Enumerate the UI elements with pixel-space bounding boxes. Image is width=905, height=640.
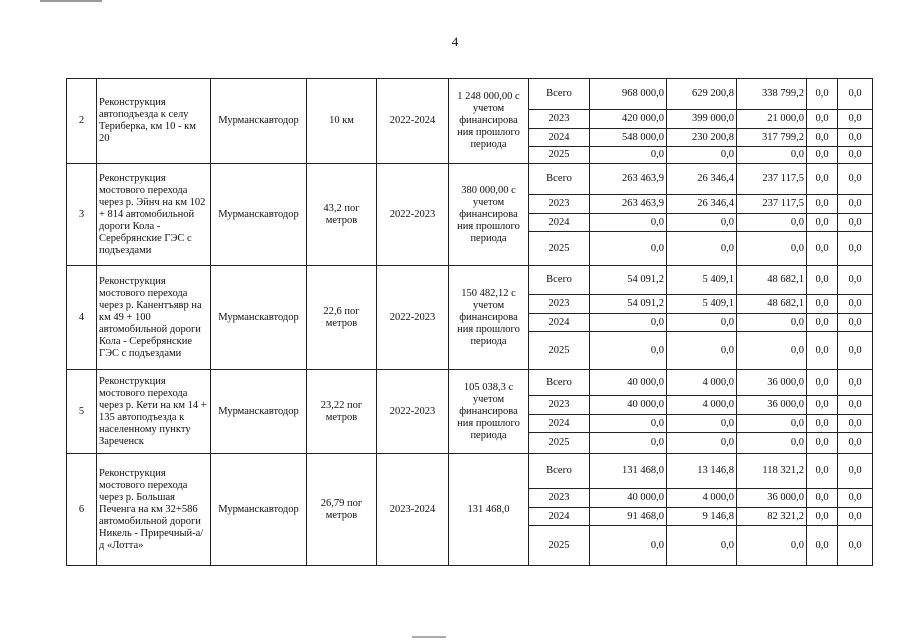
funding-value-v1: 131 468,0 xyxy=(590,454,667,489)
customer-org: Мурманскавтодор xyxy=(211,266,307,370)
funding-value-v3: 0,0 xyxy=(737,415,807,433)
year-label: 2025 xyxy=(529,332,590,370)
funding-value-v2: 26 346,4 xyxy=(667,195,737,214)
estimated-cost: 380 000,00 с учетом финансирова ния прошлого периода xyxy=(449,164,529,266)
funding-value-v3: 48 682,1 xyxy=(737,266,807,295)
estimated-cost: 150 482,12 с учетом финансирова ния прошлого периода xyxy=(449,266,529,370)
row-number: 5 xyxy=(67,370,97,454)
funding-value-v2: 0,0 xyxy=(667,415,737,433)
table-row xyxy=(67,370,873,396)
capacity: 43,2 пог метров xyxy=(307,164,377,266)
year-label: 2023 xyxy=(529,195,590,214)
funding-value-v5: 0,0 xyxy=(838,266,873,295)
construction-period: 2023-2024 xyxy=(377,454,449,566)
funding-value-v1: 0,0 xyxy=(590,332,667,370)
funding-value-v4: 0,0 xyxy=(807,508,838,526)
funding-value-v5: 0,0 xyxy=(838,454,873,489)
funding-value-v5: 0,0 xyxy=(838,214,873,232)
funding-value-v1: 54 091,2 xyxy=(590,266,667,295)
funding-value-v2: 0,0 xyxy=(667,232,737,266)
funding-value-v2: 0,0 xyxy=(667,526,737,566)
funding-value-v2: 399 000,0 xyxy=(667,110,737,129)
funding-value-v4: 0,0 xyxy=(807,79,838,110)
construction-period: 2022-2024 xyxy=(377,79,449,164)
funding-value-v4: 0,0 xyxy=(807,214,838,232)
funding-value-v3: 36 000,0 xyxy=(737,396,807,415)
funding-value-v2: 629 200,8 xyxy=(667,79,737,110)
funding-value-v3: 0,0 xyxy=(737,214,807,232)
funding-value-v3: 118 321,2 xyxy=(737,454,807,489)
estimated-cost: 1 248 000,00 с учетом финансирова ния прошлого периода xyxy=(449,79,529,164)
year-label: Всего xyxy=(529,370,590,396)
row-number: 2 xyxy=(67,79,97,164)
year-label: 2023 xyxy=(529,396,590,415)
year-label: Всего xyxy=(529,79,590,110)
funding-value-v3: 237 117,5 xyxy=(737,164,807,195)
funding-value-v5: 0,0 xyxy=(838,433,873,454)
funding-value-v2: 13 146,8 xyxy=(667,454,737,489)
year-label: 2025 xyxy=(529,433,590,454)
funding-value-v5: 0,0 xyxy=(838,396,873,415)
funding-value-v4: 0,0 xyxy=(807,370,838,396)
funding-value-v4: 0,0 xyxy=(807,433,838,454)
funding-value-v5: 0,0 xyxy=(838,147,873,164)
funding-value-v5: 0,0 xyxy=(838,415,873,433)
funding-value-v3: 0,0 xyxy=(737,232,807,266)
funding-value-v5: 0,0 xyxy=(838,489,873,508)
funding-value-v3: 36 000,0 xyxy=(737,489,807,508)
funding-value-v4: 0,0 xyxy=(807,415,838,433)
table-row xyxy=(67,454,873,489)
customer-org: Мурманскавтодор xyxy=(211,164,307,266)
funding-value-v4: 0,0 xyxy=(807,147,838,164)
funding-value-v2: 9 146,8 xyxy=(667,508,737,526)
funding-value-v4: 0,0 xyxy=(807,454,838,489)
funding-value-v2: 26 346,4 xyxy=(667,164,737,195)
funding-value-v3: 0,0 xyxy=(737,433,807,454)
funding-value-v2: 5 409,1 xyxy=(667,266,737,295)
funding-value-v3: 237 117,5 xyxy=(737,195,807,214)
funding-value-v5: 0,0 xyxy=(838,129,873,147)
year-label: 2024 xyxy=(529,129,590,147)
funding-value-v1: 0,0 xyxy=(590,415,667,433)
year-label: 2024 xyxy=(529,314,590,332)
funding-value-v1: 0,0 xyxy=(590,526,667,566)
table-row xyxy=(67,164,873,195)
row-number: 4 xyxy=(67,266,97,370)
funding-value-v2: 5 409,1 xyxy=(667,295,737,314)
funding-value-v2: 0,0 xyxy=(667,147,737,164)
customer-org: Мурманскавтодор xyxy=(211,79,307,164)
year-label: 2024 xyxy=(529,508,590,526)
construction-period: 2022-2023 xyxy=(377,266,449,370)
year-label: Всего xyxy=(529,266,590,295)
funding-value-v3: 0,0 xyxy=(737,314,807,332)
funding-value-v4: 0,0 xyxy=(807,332,838,370)
funding-value-v2: 0,0 xyxy=(667,332,737,370)
object-name: Реконструкция мостового перехода через р. Кети на км 14 + 135 автоподъезда к населенному пункту Зареченск xyxy=(97,370,211,454)
funding-value-v4: 0,0 xyxy=(807,232,838,266)
estimated-cost: 105 038,3 с учетом финансирова ния прошлого периода xyxy=(449,370,529,454)
funding-value-v1: 40 000,0 xyxy=(590,489,667,508)
year-label: 2023 xyxy=(529,110,590,129)
table-row xyxy=(67,79,873,110)
customer-org: Мурманскавтодор xyxy=(211,370,307,454)
funding-value-v3: 36 000,0 xyxy=(737,370,807,396)
capacity: 22,6 пог метров xyxy=(307,266,377,370)
year-label: 2025 xyxy=(529,232,590,266)
funding-value-v2: 230 200,8 xyxy=(667,129,737,147)
funding-value-v5: 0,0 xyxy=(838,314,873,332)
object-name: Реконструкция автоподъезда к селу Териберка, км 10 - км 20 xyxy=(97,79,211,164)
capacity: 23,22 пог метров xyxy=(307,370,377,454)
year-label: 2024 xyxy=(529,214,590,232)
year-label: 2024 xyxy=(529,415,590,433)
funding-value-v4: 0,0 xyxy=(807,295,838,314)
funding-value-v4: 0,0 xyxy=(807,489,838,508)
funding-value-v3: 48 682,1 xyxy=(737,295,807,314)
funding-value-v5: 0,0 xyxy=(838,332,873,370)
capacity: 10 км xyxy=(307,79,377,164)
funding-value-v4: 0,0 xyxy=(807,266,838,295)
funding-value-v3: 338 799,2 xyxy=(737,79,807,110)
funding-value-v1: 263 463,9 xyxy=(590,195,667,214)
funding-value-v2: 4 000,0 xyxy=(667,370,737,396)
investment-table xyxy=(66,78,873,566)
object-name: Реконструкция мостового перехода через р. Эйнч на км 102 + 814 автомобильной дороги Кола - Серебрянские ГЭС с подъездами xyxy=(97,164,211,266)
top-edge-mark xyxy=(40,0,102,2)
funding-value-v2: 4 000,0 xyxy=(667,489,737,508)
table-row xyxy=(67,266,873,295)
year-label: Всего xyxy=(529,454,590,489)
year-label: Всего xyxy=(529,164,590,195)
funding-value-v1: 0,0 xyxy=(590,232,667,266)
funding-value-v4: 0,0 xyxy=(807,110,838,129)
construction-period: 2022-2023 xyxy=(377,164,449,266)
funding-value-v1: 40 000,0 xyxy=(590,370,667,396)
funding-value-v5: 0,0 xyxy=(838,79,873,110)
funding-value-v1: 548 000,0 xyxy=(590,129,667,147)
funding-value-v1: 263 463,9 xyxy=(590,164,667,195)
funding-value-v2: 0,0 xyxy=(667,314,737,332)
funding-value-v5: 0,0 xyxy=(838,232,873,266)
customer-org: Мурманскавтодор xyxy=(211,454,307,566)
funding-value-v1: 54 091,2 xyxy=(590,295,667,314)
funding-value-v4: 0,0 xyxy=(807,195,838,214)
year-label: 2023 xyxy=(529,489,590,508)
funding-value-v4: 0,0 xyxy=(807,164,838,195)
funding-value-v1: 91 468,0 xyxy=(590,508,667,526)
estimated-cost: 131 468,0 xyxy=(449,454,529,566)
funding-value-v5: 0,0 xyxy=(838,110,873,129)
funding-value-v5: 0,0 xyxy=(838,508,873,526)
funding-value-v4: 0,0 xyxy=(807,129,838,147)
funding-value-v4: 0,0 xyxy=(807,314,838,332)
funding-value-v1: 0,0 xyxy=(590,214,667,232)
bottom-edge-mark xyxy=(412,636,446,638)
funding-value-v4: 0,0 xyxy=(807,396,838,415)
construction-period: 2022-2023 xyxy=(377,370,449,454)
funding-value-v3: 21 000,0 xyxy=(737,110,807,129)
funding-value-v3: 0,0 xyxy=(737,332,807,370)
funding-value-v3: 317 799,2 xyxy=(737,129,807,147)
funding-value-v1: 0,0 xyxy=(590,433,667,454)
funding-value-v5: 0,0 xyxy=(838,295,873,314)
object-name: Реконструкция мостового перехода через р. Канентъявр на км 49 + 100 автомобильной дороги Кола - Серебрянские ГЭС с подъездами xyxy=(97,266,211,370)
object-name: Реконструкция мостового перехода через р. Большая Печенга на км 32+586 автомобильной дороги Никель - Приречный-а/д «Лотта» xyxy=(97,454,211,566)
row-number: 6 xyxy=(67,454,97,566)
funding-value-v5: 0,0 xyxy=(838,370,873,396)
funding-value-v2: 0,0 xyxy=(667,214,737,232)
funding-value-v3: 0,0 xyxy=(737,147,807,164)
year-label: 2023 xyxy=(529,295,590,314)
funding-value-v1: 0,0 xyxy=(590,147,667,164)
funding-value-v1: 0,0 xyxy=(590,314,667,332)
funding-value-v3: 0,0 xyxy=(737,526,807,566)
funding-value-v1: 40 000,0 xyxy=(590,396,667,415)
funding-value-v5: 0,0 xyxy=(838,195,873,214)
year-label: 2025 xyxy=(529,526,590,566)
capacity: 26,79 пог метров xyxy=(307,454,377,566)
year-label: 2025 xyxy=(529,147,590,164)
funding-value-v1: 968 000,0 xyxy=(590,79,667,110)
funding-value-v5: 0,0 xyxy=(838,526,873,566)
funding-value-v5: 0,0 xyxy=(838,164,873,195)
funding-value-v4: 0,0 xyxy=(807,526,838,566)
funding-value-v2: 0,0 xyxy=(667,433,737,454)
funding-value-v1: 420 000,0 xyxy=(590,110,667,129)
page-number: 4 xyxy=(451,34,459,49)
funding-value-v2: 4 000,0 xyxy=(667,396,737,415)
row-number: 3 xyxy=(67,164,97,266)
funding-value-v3: 82 321,2 xyxy=(737,508,807,526)
